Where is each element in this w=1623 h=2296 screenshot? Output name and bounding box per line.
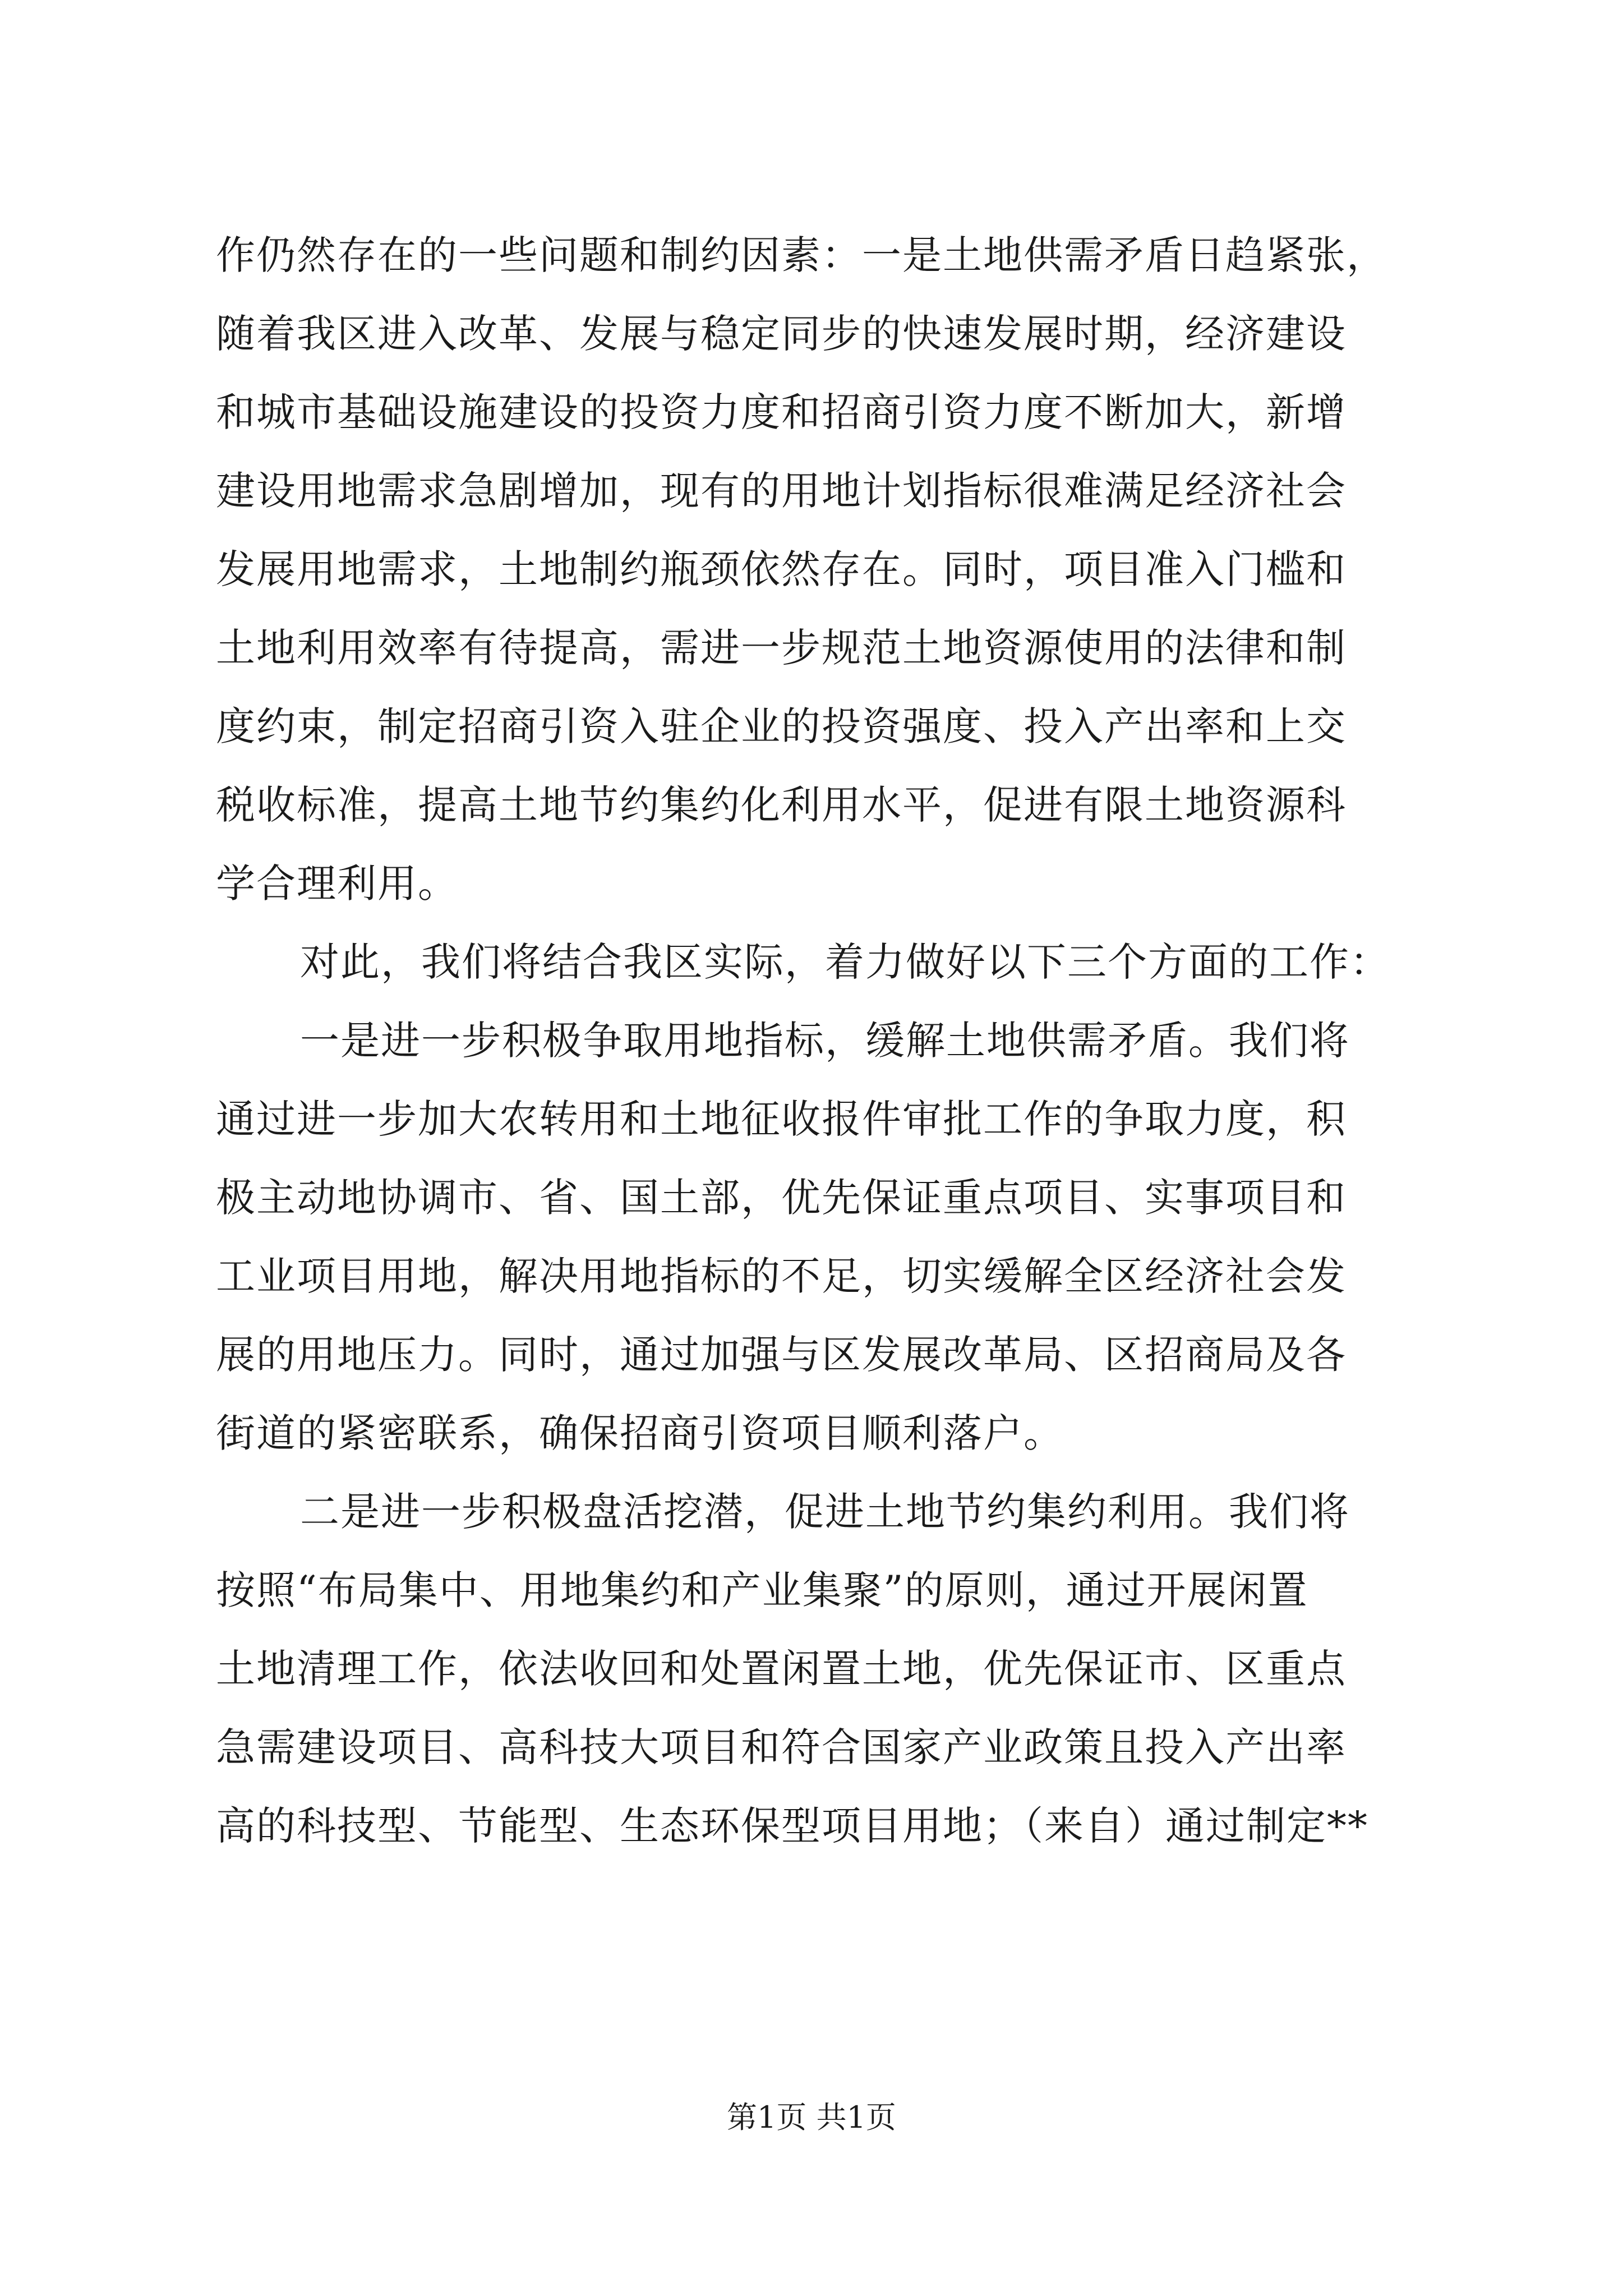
text-line: 建设用地需求急剧增加，现有的用地计划指标很难满足经济社会 bbox=[216, 468, 1347, 514]
paragraph-first-line: 二是进一步积极盘活挖潜，促进土地节约集约利用。我们将 bbox=[300, 1489, 1350, 1535]
text-line: 街道的紧密联系，确保招商引资项目顺利落户。 bbox=[216, 1410, 1064, 1456]
text-line: 土地利用效率有待提高，需进一步规范土地资源使用的法律和制 bbox=[216, 625, 1347, 671]
text-line: 高的科技型、节能型、生态环保型项目用地；（来自）通过制定** bbox=[216, 1803, 1368, 1849]
text-line: 作仍然存在的一些问题和制约因素：一是土地供需矛盾日趋紧张， bbox=[216, 232, 1387, 278]
paragraph-first-line: 一是进一步积极争取用地指标，缓解土地供需矛盾。我们将 bbox=[300, 1018, 1350, 1064]
text-line: 发展用地需求，土地制约瓶颈依然存在。同时，项目准入门槛和 bbox=[216, 546, 1347, 592]
text-line: 税收标准，提高土地节约集约化利用水平，促进有限土地资源科 bbox=[216, 782, 1347, 828]
text-line: 度约束，制定招商引资入驻企业的投资强度、投入产出率和上交 bbox=[216, 703, 1347, 749]
text-line: 学合理利用。 bbox=[216, 861, 458, 907]
text-line: 极主动地协调市、省、国土部，优先保证重点项目、实事项目和 bbox=[216, 1175, 1347, 1221]
text-line: 按照“布局集中、用地集约和产业集聚”的原则，通过开展闲置 bbox=[216, 1567, 1308, 1613]
text-line: 工业项目用地，解决用地指标的不足，切实缓解全区经济社会发 bbox=[216, 1253, 1347, 1299]
text-line: 土地清理工作，依法收回和处置闲置土地，优先保证市、区重点 bbox=[216, 1646, 1347, 1692]
text-line: 和城市基础设施建设的投资力度和招商引资力度不断加大，新增 bbox=[216, 389, 1347, 435]
text-line: 急需建设项目、高科技大项目和符合国家产业政策且投入产出率 bbox=[216, 1724, 1347, 1770]
text-line: 随着我区进入改革、发展与稳定同步的快速发展时期，经济建设 bbox=[216, 311, 1347, 357]
page-footer: 第1页 共1页 bbox=[727, 2100, 896, 2135]
paragraph-first-line: 对此，我们将结合我区实际，着力做好以下三个方面的工作： bbox=[300, 939, 1390, 985]
text-line: 展的用地压力。同时，通过加强与区发展改革局、区招商局及各 bbox=[216, 1332, 1347, 1378]
text-line: 通过进一步加大农转用和土地征收报件审批工作的争取力度，积 bbox=[216, 1096, 1347, 1142]
